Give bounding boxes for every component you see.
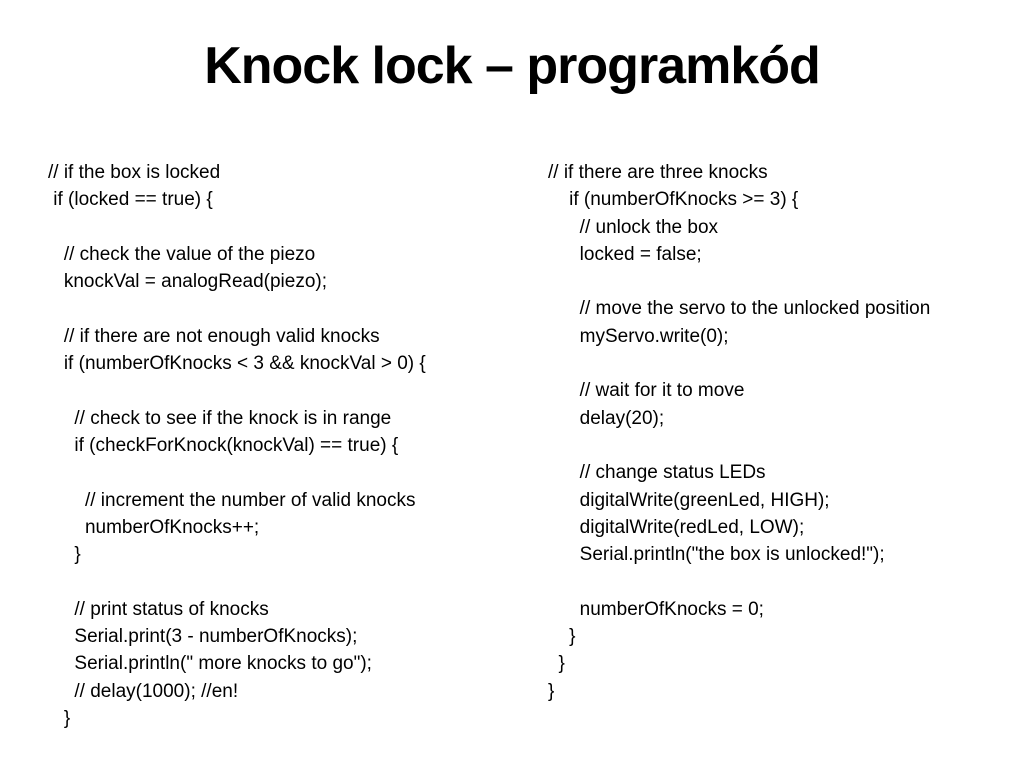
code-line: locked = false;	[548, 243, 702, 265]
slide-title: Knock lock – programkód	[204, 37, 820, 95]
code-line: delay(20);	[548, 407, 665, 429]
code-line: myServo.write(0);	[548, 325, 729, 347]
code-line: digitalWrite(greenLed, HIGH);	[548, 489, 830, 511]
code-line: }	[548, 680, 555, 702]
code-line: if (numberOfKnocks >= 3) {	[548, 189, 799, 211]
code-line	[48, 459, 518, 486]
code-line: // if the box is locked	[48, 162, 221, 183]
code-line	[48, 214, 518, 241]
code-line: // move the servo to the unlocked position	[548, 298, 931, 320]
code-line: numberOfKnocks = 0;	[548, 598, 764, 620]
code-line: }	[48, 544, 81, 566]
code-line: // delay(1000); //en!	[48, 680, 239, 702]
code-line: Serial.println(" more knocks to go");	[48, 653, 372, 675]
code-line: if (locked == true) {	[48, 189, 213, 211]
code-line: // check the value of the piezo	[48, 243, 316, 265]
code-line	[548, 350, 1008, 377]
code-line	[548, 268, 1008, 295]
code-line	[48, 295, 518, 322]
code-line: // wait for it to move	[548, 380, 745, 402]
code-line: Serial.print(3 - numberOfKnocks);	[48, 626, 358, 648]
code-line	[548, 432, 1008, 459]
code-line: // print status of knocks	[48, 598, 269, 620]
code-line: knockVal = analogRead(piezo);	[48, 271, 328, 293]
code-block-left	[48, 159, 518, 732]
code-line: // if there are not enough valid knocks	[48, 325, 380, 347]
code-line: }	[548, 653, 565, 675]
code-line	[548, 568, 1008, 595]
code-line: // if there are three knocks	[548, 162, 768, 183]
code-line: Serial.println("the box is unlocked!");	[548, 544, 885, 566]
code-block-right	[548, 159, 1008, 705]
code-line: if (checkForKnock(knockVal) == true) {	[48, 434, 399, 456]
code-line: // increment the number of valid knocks	[48, 489, 416, 511]
code-line: numberOfKnocks++;	[48, 516, 260, 538]
code-line: if (numberOfKnocks < 3 && knockVal > 0) {	[48, 353, 426, 375]
code-line: }	[48, 707, 71, 729]
code-line	[48, 377, 518, 404]
code-line: digitalWrite(redLed, LOW);	[548, 516, 805, 538]
code-line	[48, 568, 518, 595]
code-line: // unlock the box	[548, 216, 719, 238]
code-line: // change status LEDs	[548, 462, 766, 484]
code-line: // check to see if the knock is in range	[48, 407, 392, 429]
code-line: }	[548, 626, 576, 648]
